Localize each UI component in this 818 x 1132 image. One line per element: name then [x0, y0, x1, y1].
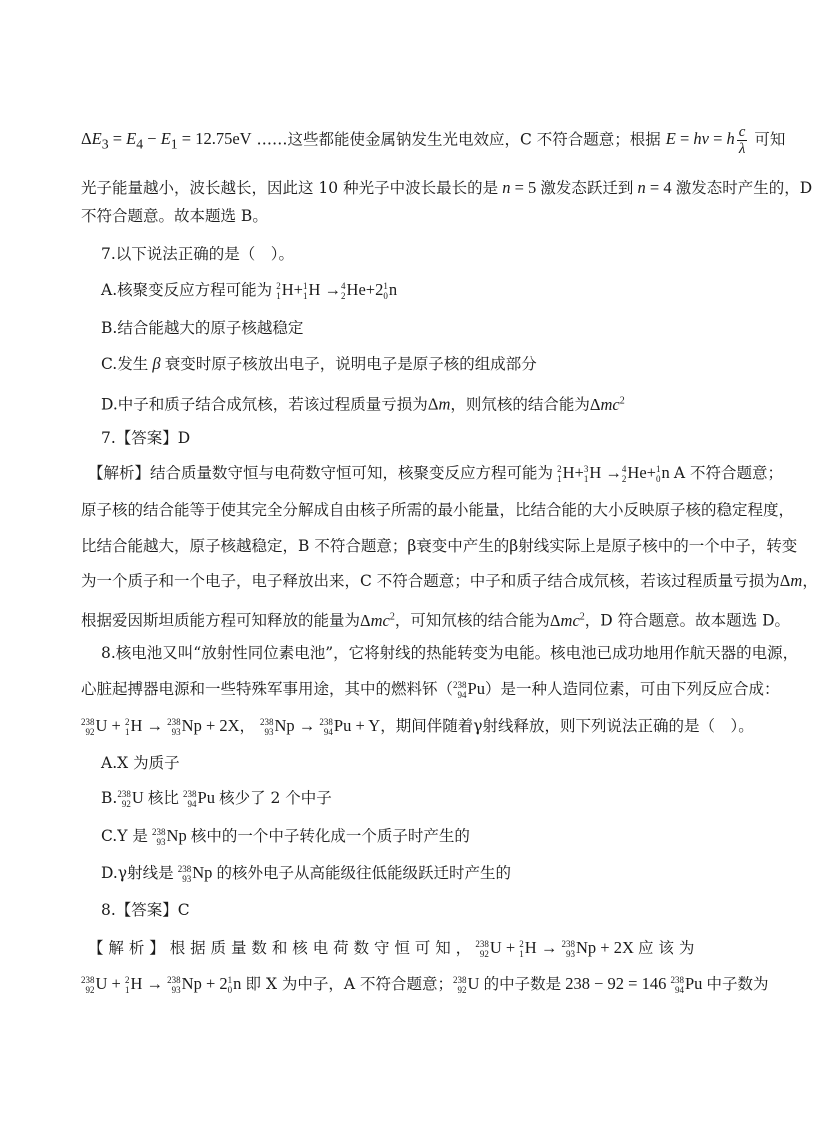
formula-reaction-2: 238 93 Np → 238 94 Pu + Y [259, 716, 381, 738]
text-line: 根据爱因斯坦质能方程可知释放的能量为Δmc$^2$，可知氘核的结合能为Δmc$^2$，D 符合题意。故本题选 D。 [81, 610, 790, 630]
option-7b: B.结合能越大的原子核越稳定 [101, 319, 304, 337]
explanation-7: 【解析】结合质量数守恒与电荷数守恒可知，核聚变反应方程可能为 2 1 H+ 3 1 H → 4 2 He+ 1 0 n A 不符合题意； [88, 463, 783, 485]
text-line: 原子核的结合能等于使其完全分解成自由核子所需的最小能量，比结合能的大小反映原子核的稳定程度， [81, 501, 795, 519]
text-line: 不符合题意。故本题选 B。 [81, 207, 268, 225]
option-8b: B. 238 92 U 核比 238 94 Pu 核少了 2 个中子 [101, 788, 332, 810]
text-line: 比结合能越大，原子核越稳定，B 不符合题意；β衰变中产生的β射线实际上是原子核中的一个中子，转变 [81, 537, 798, 555]
option-8a: A.X 为质子 [101, 754, 180, 772]
question-8: 8.核电池又叫“放射性同位素电池”，它将射线的热能转变为电能。核电池已成功地用作航天器的电源， [101, 644, 799, 662]
text-line: 为一个质子和一个电子，电子释放出来，C 不符合题意；中子和质子结合成氘核，若该过程质量亏损为Δm， [81, 571, 818, 590]
text-line: $\Delta E_3 = E_4 - E_1 = 12.75eV$ ……这些都能使金属钠发生光电效应，C 不符合题意；根据 E = hν = h $\frac{c}{\lambda}$ 可知 [81, 124, 786, 157]
text-line: 238 92 U + 2 1 H → 238 93 Np + 2X， 238 93 Np → 238 94 Pu + Y，期间伴随着γ射线释放，则下列说法正确的是（ ）。 [81, 716, 754, 738]
text-line: 238 92 U + 2 1 H → 238 93 Np + 2 1 0 n 即 X 为中子，A 不符合题意； 238 92 U 的中子数是 238 − 92 = 146 238 94 Pu 中子数为 [81, 974, 769, 996]
formula-planck: E = hν = h $\frac{c}{\lambda}$ [665, 124, 746, 157]
formula-fusion-a: 2 1 H+ 1 1 H → 4 2 He+2 1 0 n [276, 280, 398, 302]
answer-8: 8.【答案】C [101, 901, 190, 919]
option-7d: D.中子和质子结合成氘核，若该过程质量亏损为Δm，则氘核的结合能为Δmc$^2$ [101, 394, 625, 414]
answer-7: 7.【答案】D [101, 429, 191, 447]
option-7a: A.核聚变反应方程可能为 2 1 H+ 1 1 H → 4 2 He+2 1 0 n [101, 280, 398, 302]
text-line: 心脏起搏器电源和一些特殊军事用途，其中的燃料钚（ 238 94 Pu）是一种人造同位素，可由下列反应合成： [81, 679, 780, 701]
option-8d: D.γ射线是 238 93 Np 的核外电子从高能级往低能级跃迁时产生的 [101, 863, 512, 885]
formula-reaction-1: 238 92 U + 2 1 H → 238 93 Np + 2X [81, 716, 240, 738]
explanation-8: 【 解 析 】 根 据 质 量 数 和 核 电 荷 数 守 恒 可 知 ， 238 92 U + 2 1 H → 238 93 Np + 2X 应 该 为 [88, 938, 695, 960]
option-7c: C.发生 β 衰变时原子核放出电子，说明电子是原子核的组成部分 [101, 354, 537, 373]
formula-delta-e3: $\Delta E_3 = E_4 - E_1 = 12.75eV$ [81, 129, 252, 152]
option-8c: C.Y 是 238 93 Np 核中的一个中子转化成一个质子时产生的 [101, 826, 470, 848]
question-7: 7.以下说法正确的是（ ）。 [101, 245, 295, 263]
text-line: 光子能量越小，波长越长，因此这 10 种光子中波长最长的是 n = 5 激发态跃迁到 n = 4 激发态时产生的，D [81, 178, 813, 197]
